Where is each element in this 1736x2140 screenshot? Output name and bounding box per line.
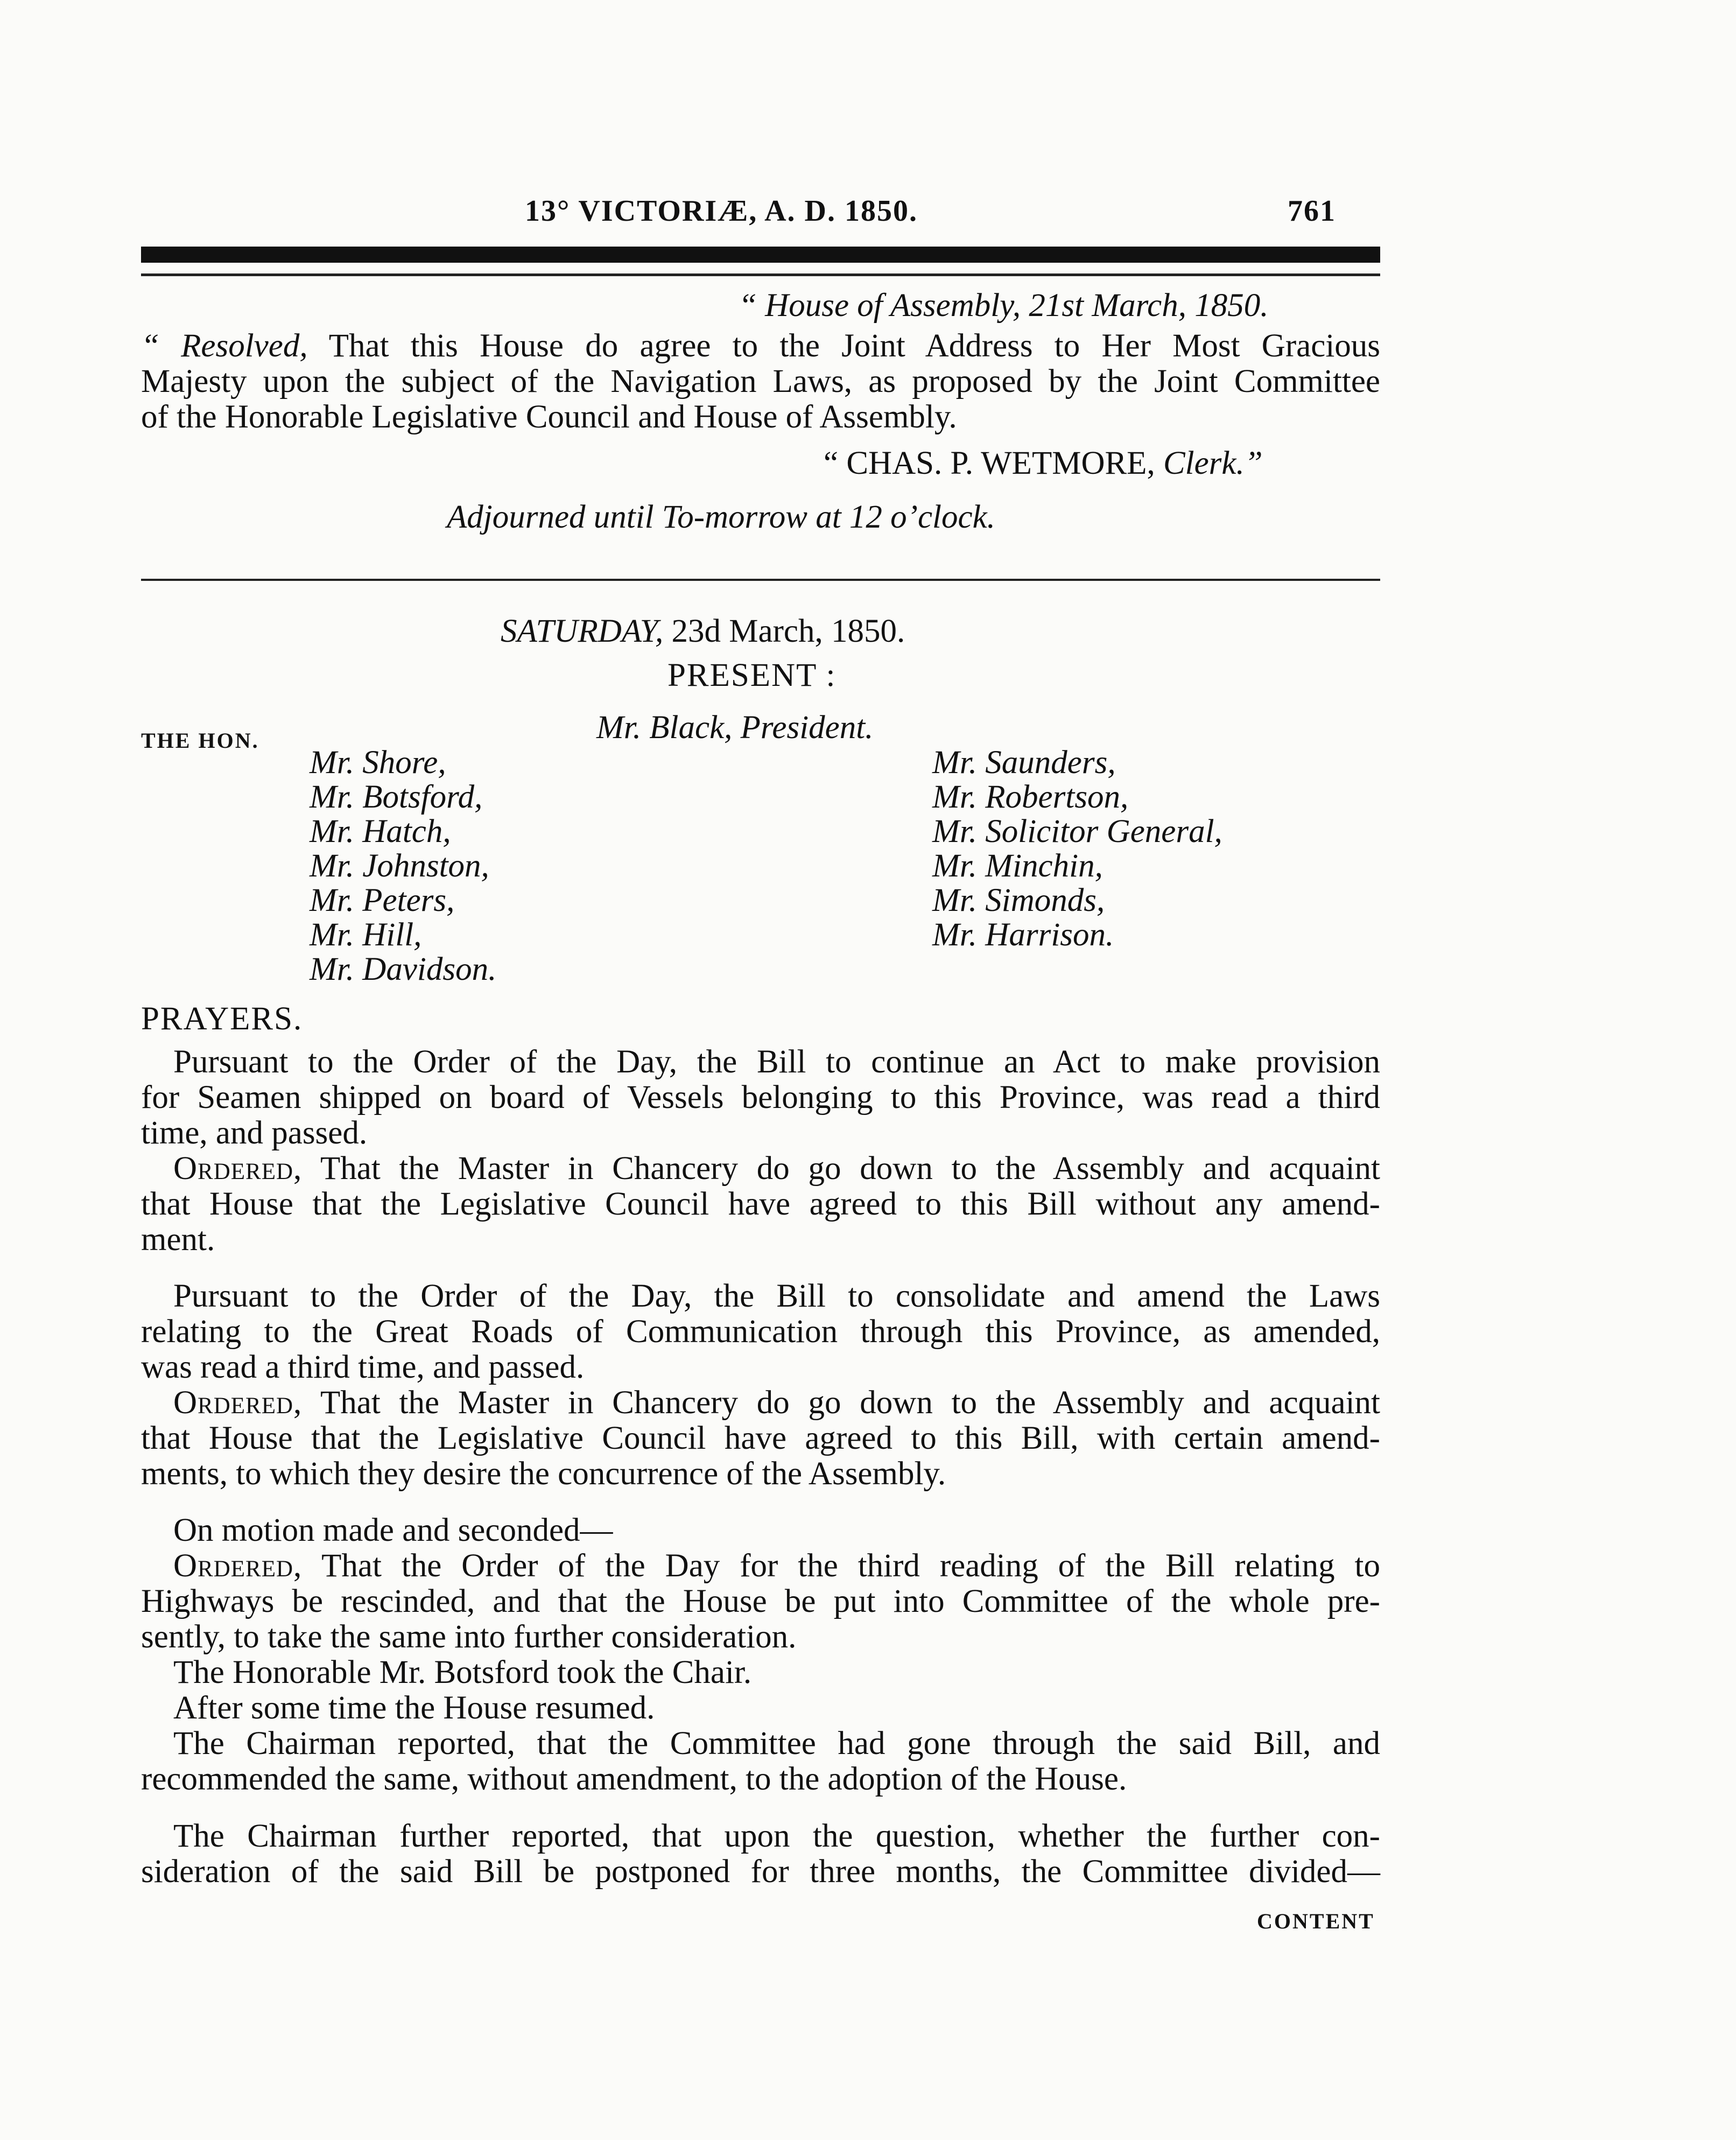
p3-line-1: Pursuant to the Order of the Day, the Bill to consolidate and amend the Laws <box>173 1278 1380 1314</box>
session-day: SATURDAY, <box>501 613 664 649</box>
p10-line-1: The Chairman further reported, that upon the question, whether the further con- <box>173 1818 1380 1854</box>
session-year: 1850. <box>831 613 905 649</box>
clerk-signature <box>824 446 1263 481</box>
member-left-4: Mr. Johnston, <box>310 848 489 884</box>
member-left-6: Mr. Hill, <box>310 917 422 953</box>
p8-line: After some time the House resumed. <box>173 1690 655 1726</box>
resolved-word: “ Resolved, <box>141 328 308 364</box>
member-right-5: Mr. Simonds, <box>932 882 1105 918</box>
member-left-7: Mr. Davidson. <box>310 951 497 987</box>
p7-line: The Honorable Mr. Botsford took the Chair. <box>173 1654 752 1690</box>
p6-line-2: Highways be rescinded, and that the House be put into Committee of the whole pre- <box>141 1583 1380 1619</box>
session-date-day: 23d March, <box>671 613 823 649</box>
present-heading: PRESENT : <box>667 657 837 693</box>
resolution-text-1: That this House do agree to the Joint Address to Her Most Gracious <box>328 328 1380 364</box>
p9-line-1: The Chairman reported, that the Committee had gone through the said Bill, and <box>173 1725 1380 1762</box>
clerk-name: “ CHAS. P. WETMORE, <box>824 445 1155 481</box>
section-divider <box>141 579 1380 581</box>
the-hon-label: THE HON. <box>141 728 259 753</box>
prayers-heading: PRAYERS. <box>141 1001 303 1037</box>
member-right-6: Mr. Harrison. <box>932 917 1114 953</box>
p1-line-1: Pursuant to the Order of the Day, the Bill to continue an Act to make provision <box>173 1044 1380 1080</box>
resolution-line-3: of the Honorable Legislative Council and House of Assembly. <box>141 399 957 435</box>
header-rule-thin <box>141 273 1380 276</box>
p4-line-1: Ordered, That the Master in Chancery do go down to the Assembly and acquaint <box>173 1385 1381 1421</box>
page-number: 761 <box>1288 194 1336 228</box>
running-head-title: 13° VICTORIÆ, A. D. 1850. <box>525 194 918 228</box>
member-left-2: Mr. Botsford, <box>310 779 483 815</box>
member-right-3: Mr. Solicitor General, <box>932 813 1222 850</box>
p1-line-2: for Seamen shipped on board of Vessels belonging to this Province, was read a third <box>141 1079 1380 1115</box>
member-left-5: Mr. Peters, <box>310 882 455 918</box>
member-left-1: Mr. Shore, <box>310 745 446 781</box>
p6-line-3: sently, to take the same into further consideration. <box>141 1619 797 1655</box>
ordered-word-3: Ordered, <box>173 1548 303 1584</box>
ordered-word-2: Ordered, <box>173 1385 303 1421</box>
clerk-title: Clerk.” <box>1163 445 1263 481</box>
member-right-4: Mr. Minchin, <box>932 848 1103 884</box>
resolution-line-1 <box>141 328 1380 364</box>
p3-line-3: was read a third time, and passed. <box>141 1349 585 1385</box>
session-date <box>501 614 905 649</box>
catchword: CONTENT <box>1257 1909 1375 1933</box>
resolution-dateline: “ House of Assembly, 21st March, 1850. <box>739 287 1269 324</box>
p4-line-2: that House that the Legislative Council have agreed to this Bill, with certain amend- <box>141 1420 1380 1456</box>
p9-line-2: recommended the same, without amendment, to the adoption of the House. <box>141 1761 1127 1797</box>
header-rule-thick <box>141 247 1380 263</box>
member-right-2: Mr. Robertson, <box>932 779 1129 815</box>
p2-line-2: that House that the Legislative Council have agreed to this Bill without any amend- <box>141 1186 1380 1222</box>
p6-line-1: Ordered, That the Order of the Day for the third reading of the Bill relating to <box>173 1548 1380 1584</box>
p4-line-3: ments, to which they desire the concurrence of the Assembly. <box>141 1456 946 1492</box>
member-right-1: Mr. Saunders, <box>932 745 1116 781</box>
p2-line-1: Ordered, That the Master in Chancery do go down to the Assembly and acquaint <box>173 1150 1381 1187</box>
member-left-3: Mr. Hatch, <box>310 813 451 850</box>
adjourned-note: Adjourned until To-morrow at 12 o’clock. <box>447 499 995 535</box>
p5-line: On motion made and seconded— <box>173 1512 613 1548</box>
p1-line-3: time, and passed. <box>141 1115 368 1151</box>
resolution-line-2: Majesty upon the subject of the Navigation Laws, as proposed by the Joint Committee <box>141 363 1380 399</box>
p3-line-2: relating to the Great Roads of Communication through this Province, as amended, <box>141 1314 1380 1350</box>
president-line: Mr. Black, President. <box>596 710 874 746</box>
ordered-word-1: Ordered, <box>173 1150 303 1187</box>
p10-line-2: sideration of the said Bill be postponed for three months, the Committee divided— <box>141 1854 1380 1890</box>
p2-line-3: ment. <box>141 1222 215 1258</box>
